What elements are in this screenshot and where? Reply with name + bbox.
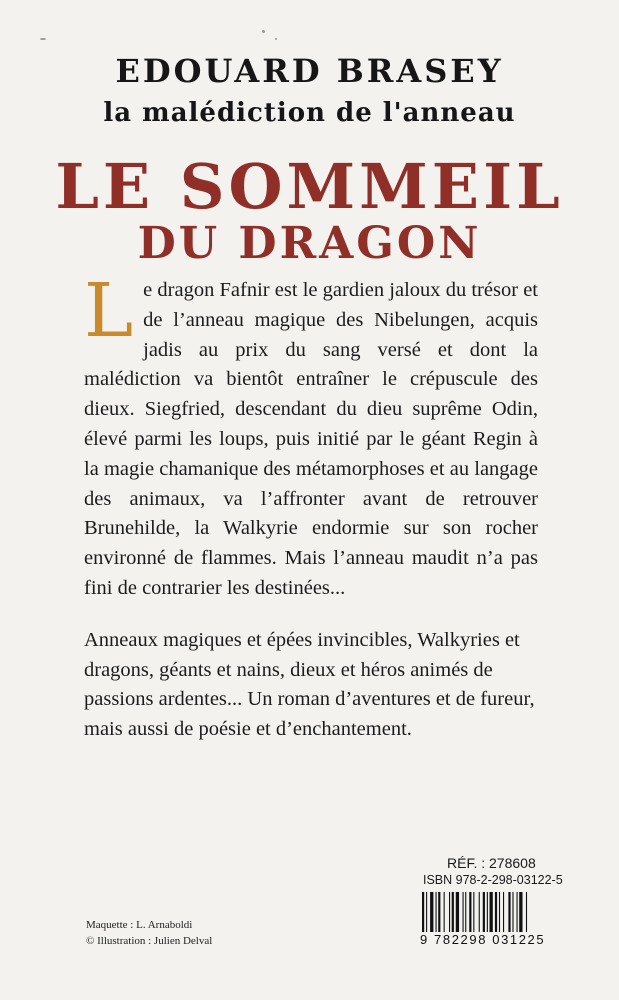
- speck: [275, 38, 277, 40]
- barcode-digits: 9 782298 031225: [420, 932, 546, 947]
- isbn: ISBN 978-2-298-03122-5: [423, 873, 563, 887]
- reference-number: RÉF. : 278608: [447, 855, 536, 871]
- author-name: EDOUARD BRASEY: [115, 52, 504, 90]
- drop-cap: L: [84, 268, 134, 354]
- barcode: [420, 892, 560, 947]
- series-title: la malédiction de l'anneau: [103, 98, 516, 128]
- credits: [86, 917, 212, 949]
- blurb-paragraph-2: Anneaux magiques et épées invincibles, Walkyries et dragons, géants et nains, dieux et héros animés de passions ardentes... Un roman d’aventures et de fureur, mais aussi de poésie et d’enchantement.: [84, 628, 535, 741]
- speck: [262, 30, 265, 33]
- credit-maquette: Maquette : L. Arnaboldi: [86, 919, 193, 931]
- blurb-paragraph-1-text: e dragon Fafnir est le gardien jaloux du trésor et de l’anneau magique des Nibelungen, acquis jadis au prix du sang versé et dont la malédiction va bientôt entraîner le crépuscule des dieux. Siegfried, descendant du dieu suprême Odin, élevé parmi les loups, puis initié par le géant Regin à la magie chamanique des métamorphoses et au langage des animaux, va l’affronter avant de retrouver Brunehilde, la Walkyrie endormie sur son rocher environné de flammes. Mais l’anneau maudit n’a pas fini de contrarier les destinées...: [84, 279, 538, 599]
- speck: [40, 38, 46, 40]
- credit-illustration: © Illustration : Julien Delval: [86, 935, 213, 947]
- blurb: [84, 268, 538, 745]
- barcode-bars-icon: [420, 892, 560, 932]
- book-title-line1: LE SOMMEIL: [55, 150, 564, 223]
- book-title-line2: DU DRAGON: [137, 218, 482, 269]
- blurb-paragraph-1: [84, 268, 538, 604]
